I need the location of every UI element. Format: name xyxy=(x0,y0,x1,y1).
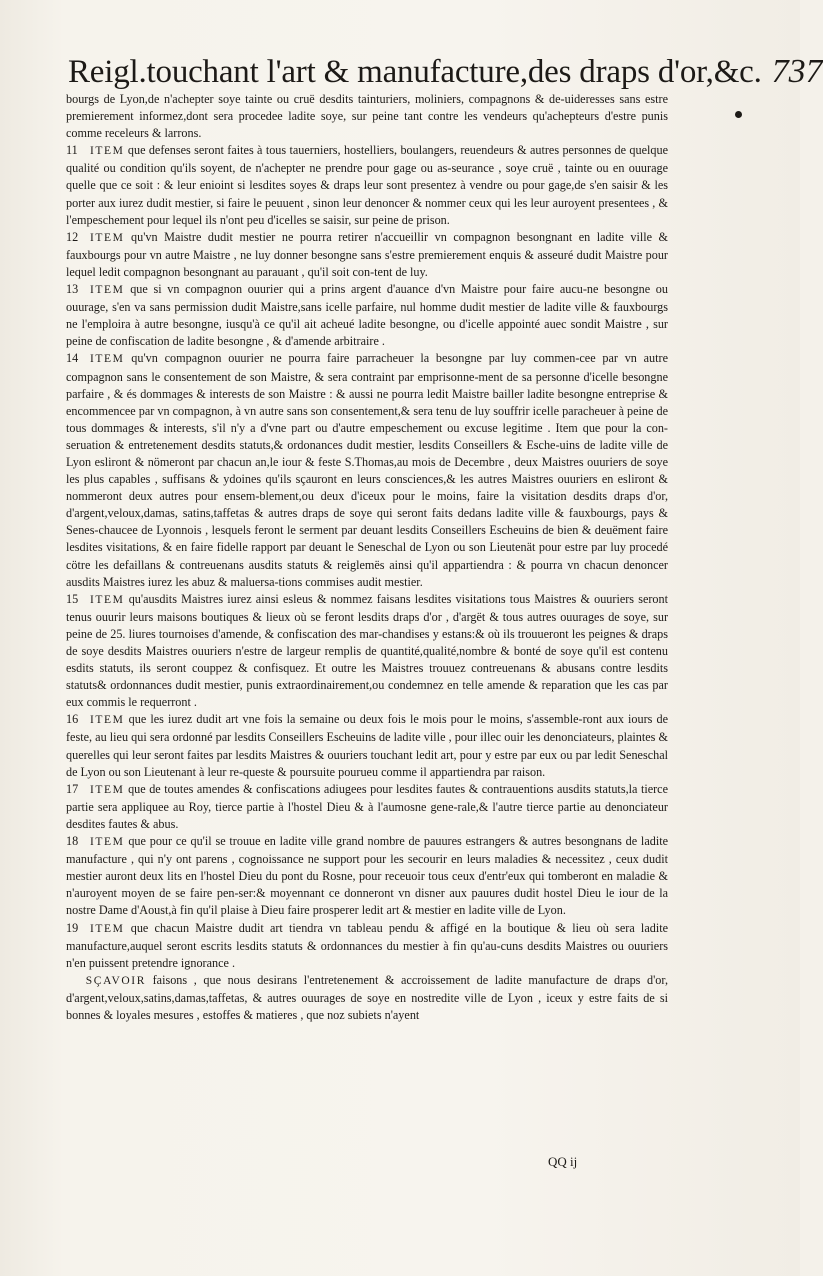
article-number: 12 xyxy=(66,229,79,244)
article-text: qu'vn compagnon ouurier ne pourra faire parracheuer la besongne par luy commen-cee par vn autre compagnon sans le consentement de son Maistre, & sera contraint par emprisonne-ment de sa personne d'icelle besongne parfaire , & és dommages & interests de son Maistre : & aussi ne pourra ledit Maistre bailler ladite besongne entreprise & encommencee par vn compagnon, à vn autre sans son consentement,& sera tenu de luy souffrir icelle paracheuer à peine de tous dommages & interests, s'il n'y a d'vne part ou d'autre empeschement ou excuse legitime . Item que pour la con-seruation & entretenement desdits statuts,& ordonances dudit mestier, lesdits Conseillers & Esche-uins de ladite ville de Lyon esliront & nömeront par chacun an,le iour & feste S.Thomas,au mois de Decembre , deux Maistres ouuriers de soye les plus capables , suffisans & ydoines qu'ils sçauront en leurs consciences,& les autres Maistres ouuriers en esliront & nommeront deux autres pour ensem-blement,ou deux d'iceux pour le moins, faire la visitation desdits draps d'or, d'argent,veloux,damas, satins,taffetas & autres draps de soye qui seront faits dedans ladite ville & fauxbourgs, pays & Senes-chaucee de Lyonnois , lesquels feront le serment par deuant lesdits Conseillers Escheuins de bien & deuëment faire lesdites visitations, & en faire fidelle rapport par deuant le Seneschal de Lyon ou son Lieutenät pour estre par luy procedé cötre les defaillans & contreuenans ausdits statuts & reiglemës ainsi qu'il appartiendra : & pourra vn chacun denoncer ausdits Maistres iurez les abuz & maluersa-tions commises audit mestier. xyxy=(66,351,668,589)
article-item-label: ITEM xyxy=(90,145,125,158)
article-paragraph xyxy=(66,781,668,833)
article-text: que defenses seront faites à tous tauerniers, hostelliers, boulangers, reuendeurs & autres personnes de quelque qualité ou condition qu'ils soyent, de n'achepter ne prendre pour gage ou as-seurance , soye cruë , tainte ou en ouurage quelle que ce soit : & leur enioint si lesdites soyes & draps leur sont presentez à vendre ou pour gage,de s'en saisir & les porter aux iurez dudit mestier, si faire le peuuent , sinon leur denoncer & nommer ceux qui les leur auroyent presentees , & l'empeschement pour lequel ils n'ont peu d'icelles se saisir, sur peine de prison. xyxy=(66,143,668,227)
article-text: que les iurez dudit art vne fois la semaine ou deux fois le mois pour le moins, s'assemble-ront aux iours de feste, au lieu qui sera ordonné par lesdits Conseillers Escheuins de ladite ville , pour illec ouir les denonciateurs, plaintes & querelles qui leur seront faites par lesdits Maistres & ouuriers touchant ledit art, pour y estre par eux ou par ledit Seneschal de Lyon ou son Lieutenant à leur re-queste & poursuite pourueu comme il appartiendra par raison. xyxy=(66,712,669,779)
article-text: qu'vn Maistre dudit mestier ne pourra retirer n'accueillir vn compagnon besongnant en ladite ville & fauxbourgs pour vn autre Maistre , ne luy donner besongne sans s'estre premierement enquis & asseuré dudit Maistre pour lequel ledit compagnon besongnant au parauant , qu'il soit con-tent de luy. xyxy=(66,229,669,279)
page-number: 737 xyxy=(771,53,823,90)
signature-mark: QQ ij xyxy=(548,1154,578,1169)
running-header xyxy=(68,44,823,92)
article-number: 19 xyxy=(66,920,79,935)
article-text: qu'ausdits Maistres iurez ainsi esleus & nommez faisans lesdites visitations tous Maistres & ouuriers seront tenus ouurir leurs maisons boutiques & lieux où se feront lesdits draps d'or , d'argët & tous autres ouurages de soye, sur peine de 25. liures tournoises d'amende, & confiscation des mar-chandises y estans:& où ils trouueront les peignes & draps de soye desdits Maistres ouuriers n'estre de largeur remplis de quantité,qualité,nombre & bonté de soye qu'il est contenu esdits statuts, ils seront couppez & confisquez. Et outre les Maistres trouuez contreuenans & abusans contre lesdits statuts& ordonnances dudit mestier, punis extraordinairement,ou condemnez en telle amende & reparation que les cas par eux commis le requerront . xyxy=(66,591,669,710)
article-text: que de toutes amendes & confiscations adiugees pour lesdites fautes & contrauentions ausdits statuts,la tierce partie sera appliquee au Roy, tierce partie à l'hostel Dieu & à l'aumosne gene-rale,& l'autre tierce partie au denonciateur desdites fautes & abus. xyxy=(66,781,669,831)
article-paragraph xyxy=(66,920,668,972)
article-paragraph xyxy=(66,833,668,919)
article-item-label: ITEM xyxy=(90,922,125,935)
body-text xyxy=(66,91,668,1024)
closing-lead: SÇAVOIR xyxy=(85,974,146,987)
article-list xyxy=(66,142,668,972)
article-number: 11 xyxy=(66,143,78,158)
article-number: 14 xyxy=(66,351,79,366)
article-item-label: ITEM xyxy=(90,714,125,727)
article-paragraph xyxy=(66,711,668,780)
article-item-label: ITEM xyxy=(90,231,125,244)
article-text: que chacun Maistre dudit art tiendra vn tableau pendu & affigé en la boutique & lieu où sera ladite manufacture,auquel seront escrits lesdits statuts & ordonnances du mestier à fin qu'au-cuns desdits Maistres ou ouuriers n'en puissent pretendre ignorance . xyxy=(66,920,669,970)
article-number: 17 xyxy=(66,781,79,796)
closing-text: faisons , que nous desirans l'entretenement & accroissement de ladite manufacture de draps d'or, d'argent,veloux,satins,damas,taffetas, & autres ouurages de soye en nostredite ville de Lyon , iceux y estre faits de si bonnes & loyales mesures , estoffes & matieres , que noz subiets n'ayent xyxy=(66,972,669,1022)
article-paragraph xyxy=(66,229,668,281)
article-item-label: ITEM xyxy=(90,284,125,297)
article-text: que si vn compagnon ouurier qui a prins argent d'auance d'vn Maistre pour faire aucu-ne besongne ou ouurage, s'en va sans permission dudit Maistre,sans icelle parfaire, nul homme dudit mestier de ladite ville & fauxbourgs ne l'emploira à autre besongne, iusqu'à ce qu'il ait acheué ladite besongne, ou d'icelle appointé auec sondit Maistre , sur peine de confiscation de ladite besongne , & d'amende arbitraire . xyxy=(66,282,668,349)
article-number: 15 xyxy=(66,591,79,606)
article-item-label: ITEM xyxy=(90,353,125,366)
margin-mark-icon xyxy=(735,111,742,118)
article-item-label: ITEM xyxy=(90,783,125,796)
article-paragraph xyxy=(66,142,668,228)
article-item-label: ITEM xyxy=(90,836,125,849)
article-paragraph xyxy=(66,591,668,712)
article-paragraph xyxy=(66,281,668,350)
article-item-label: ITEM xyxy=(90,593,125,606)
closing-paragraph xyxy=(66,972,668,1024)
article-paragraph xyxy=(66,350,668,590)
intro-paragraph: bourgs de Lyon,de n'achepter soye tainte ou cruë desdits tainturiers, moliniers, compagnons & de-uideresses sans estre premierement informez,dont sera procedee ladite soye, sur peine tant contre les vendeurs qu'achepteurs d'estre punis comme receleurs & larrons. xyxy=(66,92,668,141)
article-text: que pour ce qu'il se trouue en ladite ville grand nombre de pauures estrangers & autres besongnans de ladite manufacture , qui n'y ont parens , cognoissance ne support pour les secourir en leurs maladies & necessitez , ceux dudit mestier auront deux lits en l'hostel Dieu du pont du Rosne, pour receuoir tous ceux d'entr'eux qui tomberont en maladie & n'auroyent moyen de se faire pen-ser:& moyennant ce donneront vn disner aux pauures dudit hostel Dieu le iour de la nostre Dame d'Aoust,à fin qu'il plaise à Dieu faire prosperer ledit art & mestier en ladite ville de Lyon. xyxy=(66,834,669,918)
article-number: 13 xyxy=(66,282,79,297)
article-number: 18 xyxy=(66,834,79,849)
article-number: 16 xyxy=(66,712,79,727)
page-title: Reigl.touchant l'art & manufacture,des draps d'or,&c. xyxy=(68,54,762,90)
